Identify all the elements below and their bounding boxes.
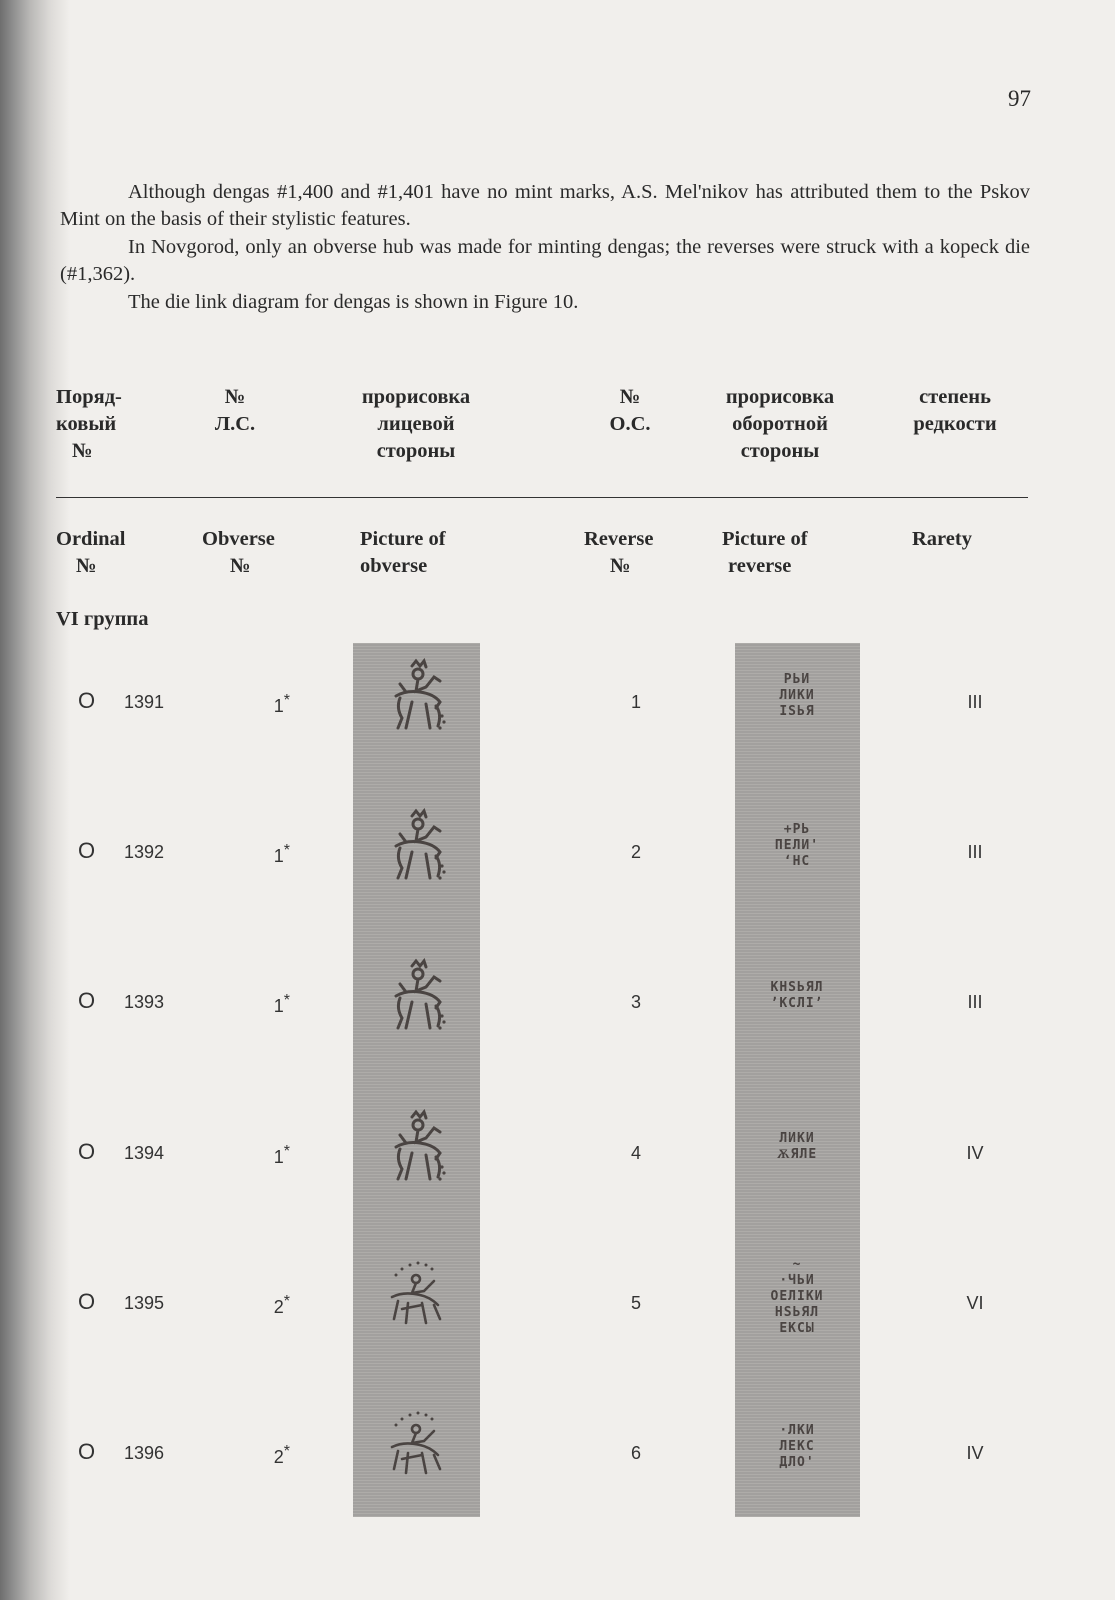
- row-marker: O: [78, 838, 96, 863]
- header-en-reverse-picture: Picture of reverse: [722, 528, 808, 577]
- rarity-grade: IV: [966, 1443, 984, 1463]
- reverse-number: 5: [630, 1293, 641, 1313]
- reverse-inscription-line: КНSЬЯЛ: [770, 980, 824, 995]
- reverse-inscription-line: ЕКСЫ: [779, 1321, 815, 1336]
- obverse-drawing: [382, 958, 454, 1034]
- header-ru-obverse-no: № Л.С.: [214, 386, 256, 435]
- reverse-drawing: [752, 1109, 842, 1185]
- obverse-number: 1*: [273, 992, 290, 1016]
- table-row: [0, 1131, 1115, 1293]
- reverse-inscription-line: ~: [792, 1257, 802, 1272]
- header-ru-ordinal: Поряд- ковый №: [56, 386, 122, 462]
- reverse-inscription-line: ·ЧЬИ: [779, 1273, 815, 1288]
- rarity-grade: III: [967, 992, 983, 1012]
- reverse-drawing: [752, 958, 842, 1034]
- header-en-obverse-no: Obverse №: [202, 528, 275, 577]
- reverse-inscription-line: ISЬЯ: [779, 704, 815, 719]
- header-ru-rarity: степень редкости: [913, 386, 997, 435]
- reverse-inscription-line: ·ЛКИ: [779, 1423, 815, 1438]
- row-marker: O: [78, 988, 96, 1013]
- reverse-number: 4: [630, 1143, 641, 1163]
- obverse-drawing: [382, 808, 454, 884]
- reverse-drawing: [752, 1409, 842, 1485]
- reverse-number: 2: [630, 842, 641, 862]
- row-marker: O: [78, 1439, 96, 1464]
- table-row: [0, 1423, 1115, 1593]
- table-row: [0, 822, 1115, 992]
- header-ru-reverse-picture: прорисовка оборотной стороны: [725, 386, 835, 462]
- obverse-number: 2*: [273, 1443, 290, 1467]
- ordinal-number: 1394: [124, 1143, 165, 1163]
- obverse-number: 2*: [273, 1293, 290, 1317]
- obverse-number: 1*: [273, 692, 290, 716]
- reverse-inscription-line: ОЕЛІКИ: [770, 1289, 824, 1304]
- reverse-inscription-line: ПЕЛИ': [774, 838, 820, 853]
- obverse-drawing: [382, 1259, 454, 1335]
- table-row: [0, 672, 1115, 842]
- row-marker: O: [78, 688, 96, 713]
- reverse-inscription-line: НSЬЯЛ: [774, 1305, 820, 1320]
- reverse-inscription-line: +РЬ: [783, 822, 811, 837]
- obverse-drawing: [382, 658, 454, 734]
- reverse-drawing: [752, 1259, 842, 1335]
- ordinal-number: 1391: [124, 692, 165, 712]
- ordinal-number: 1392: [124, 842, 165, 862]
- header-en-rarity: Rarety: [912, 528, 972, 550]
- reverse-drawing: [752, 808, 842, 884]
- header-ru-obverse-picture: прорисовка лицевой стороны: [361, 386, 471, 462]
- ordinal-number: 1395: [124, 1293, 165, 1313]
- rarity-grade: III: [967, 842, 983, 862]
- header-divider: [56, 497, 1028, 498]
- paragraph-figure-reference: The die link diagram for dengas is shown in Figure 10.: [128, 290, 579, 313]
- obverse-number: 1*: [273, 842, 290, 866]
- rarity-grade: IV: [966, 1143, 984, 1163]
- reverse-inscription-line: ДЛО': [779, 1455, 815, 1470]
- header-en-ordinal: Ordinal №: [56, 528, 126, 577]
- row-marker: O: [78, 1289, 96, 1314]
- reverse-number: 6: [630, 1443, 641, 1463]
- reverse-number: 1: [630, 692, 641, 712]
- reverse-drawing: [752, 658, 842, 734]
- header-en-obverse-picture: Picture of obverse: [360, 528, 446, 577]
- header-ru-reverse-no: № О.С.: [609, 386, 651, 435]
- reverse-inscription-line: ЛИКИ: [779, 688, 815, 703]
- rarity-grade: VI: [966, 1293, 984, 1313]
- paragraph-attribution: Although dengas #1,400 and #1,401 have no mint marks, A.S. Mel'nikov has attributed them to the Pskov Mint on the basis of their stylistic features.: [60, 180, 1030, 230]
- row-marker: O: [78, 1139, 96, 1164]
- ordinal-number: 1393: [124, 992, 165, 1012]
- reverse-inscription-line: ЛИКИ: [779, 1131, 815, 1146]
- reverse-inscription-line: ʻНС: [783, 854, 811, 869]
- reverse-inscription-line: ЛЕКС: [779, 1439, 815, 1454]
- page-number: 97: [1008, 86, 1031, 111]
- reverse-inscription-line: ѪЯЛЕ: [776, 1147, 818, 1162]
- reverse-number: 3: [630, 992, 641, 1012]
- obverse-drawing: [382, 1109, 454, 1185]
- paragraph-novgorod: In Novgorod, only an obverse hub was made for minting dengas; the reverses were struck with a kopeck die (#1,362).: [60, 235, 1030, 285]
- group-label: VI группа: [56, 608, 149, 630]
- reverse-inscription-line: РЬИ: [783, 672, 811, 687]
- ordinal-number: 1396: [124, 1443, 165, 1463]
- obverse-drawing: [382, 1409, 454, 1485]
- obverse-number: 1*: [273, 1143, 290, 1167]
- header-en-reverse-no: Reverse №: [584, 528, 654, 577]
- table-row: [0, 980, 1115, 1142]
- reverse-inscription-line: ʼКСЛІʼ: [770, 996, 824, 1011]
- table-row: [0, 1257, 1115, 1443]
- rarity-grade: III: [967, 692, 983, 712]
